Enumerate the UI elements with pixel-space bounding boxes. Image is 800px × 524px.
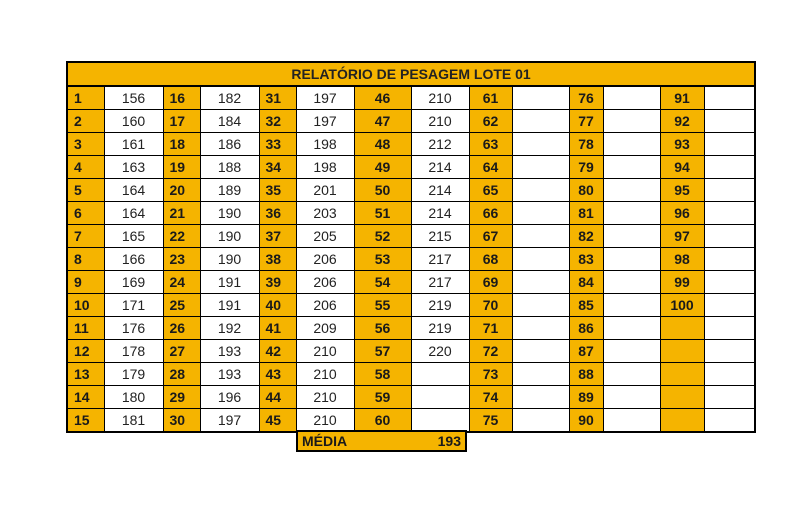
weight-cell: 190 [200,202,259,225]
animal-id-cell: 2 [67,110,104,133]
animal-id-cell: 9 [67,271,104,294]
weight-cell [603,386,660,409]
animal-id-cell: 71 [469,317,512,340]
weight-cell [704,363,755,386]
weight-cell [603,271,660,294]
animal-id-cell: 86 [569,317,603,340]
animal-id-cell: 36 [259,202,296,225]
weight-cell: 197 [200,409,259,433]
weight-cell: 210 [296,363,354,386]
table-row [67,133,755,156]
animal-id-cell: 84 [569,271,603,294]
weight-cell: 184 [200,110,259,133]
average-value: 193 [437,433,461,449]
weight-cell [603,363,660,386]
animal-id-cell: 10 [67,294,104,317]
weight-cell: 215 [411,225,469,248]
weight-cell [603,317,660,340]
average-box [296,430,467,452]
animal-id-cell: 38 [259,248,296,271]
weight-cell [603,156,660,179]
animal-id-cell [660,409,704,433]
animal-id-cell: 67 [469,225,512,248]
weight-cell [411,363,469,386]
animal-id-cell: 26 [163,317,200,340]
animal-id-cell: 53 [354,248,411,271]
weight-cell: 181 [104,409,163,433]
animal-id-cell: 16 [163,86,200,110]
animal-id-cell: 20 [163,179,200,202]
animal-id-cell: 97 [660,225,704,248]
animal-id-cell: 52 [354,225,411,248]
animal-id-cell: 42 [259,340,296,363]
weight-cell [603,110,660,133]
average-label: MÉDIA [302,433,348,449]
weight-cell [704,133,755,156]
table-row [67,340,755,363]
animal-id-cell: 19 [163,156,200,179]
animal-id-cell: 41 [259,317,296,340]
animal-id-cell: 48 [354,133,411,156]
weight-cell: 156 [104,86,163,110]
weight-cell [704,271,755,294]
weight-cell: 160 [104,110,163,133]
animal-id-cell: 79 [569,156,603,179]
animal-id-cell: 90 [569,409,603,433]
weight-cell [512,225,569,248]
weight-cell [704,179,755,202]
animal-id-cell: 44 [259,386,296,409]
animal-id-cell [660,363,704,386]
animal-id-cell: 22 [163,225,200,248]
weight-cell: 189 [200,179,259,202]
table-row [67,363,755,386]
animal-id-cell: 69 [469,271,512,294]
animal-id-cell: 6 [67,202,104,225]
animal-id-cell: 94 [660,156,704,179]
weight-cell [603,409,660,433]
weight-cell [603,202,660,225]
animal-id-cell: 100 [660,294,704,317]
weight-cell: 205 [296,225,354,248]
animal-id-cell: 56 [354,317,411,340]
animal-id-cell: 93 [660,133,704,156]
animal-id-cell: 29 [163,386,200,409]
animal-id-cell: 21 [163,202,200,225]
weight-cell: 212 [411,133,469,156]
animal-id-cell: 74 [469,386,512,409]
weight-cell [704,248,755,271]
animal-id-cell: 25 [163,294,200,317]
weight-cell: 188 [200,156,259,179]
weight-cell: 171 [104,294,163,317]
weight-cell [603,340,660,363]
table-row [67,294,755,317]
animal-id-cell: 12 [67,340,104,363]
weight-cell: 163 [104,156,163,179]
weight-cell [603,86,660,110]
weight-cell: 176 [104,317,163,340]
weight-cell: 210 [296,409,354,433]
animal-id-cell: 57 [354,340,411,363]
animal-id-cell: 27 [163,340,200,363]
weight-cell: 219 [411,317,469,340]
weight-cell [603,248,660,271]
animal-id-cell: 47 [354,110,411,133]
weight-cell: 164 [104,202,163,225]
weighing-report [66,61,754,433]
animal-id-cell: 68 [469,248,512,271]
animal-id-cell: 63 [469,133,512,156]
animal-id-cell: 87 [569,340,603,363]
table-row [67,317,755,340]
weight-cell: 161 [104,133,163,156]
weight-cell [512,317,569,340]
weight-cell: 220 [411,340,469,363]
weight-cell: 206 [296,248,354,271]
animal-id-cell: 62 [469,110,512,133]
weight-cell [704,225,755,248]
animal-id-cell: 23 [163,248,200,271]
animal-id-cell: 32 [259,110,296,133]
animal-id-cell: 15 [67,409,104,433]
table-row [67,409,755,433]
weight-cell: 193 [200,340,259,363]
table-row [67,156,755,179]
weight-cell: 217 [411,248,469,271]
weight-cell [512,156,569,179]
weight-cell [704,340,755,363]
animal-id-cell: 80 [569,179,603,202]
weight-cell: 219 [411,294,469,317]
weight-cell: 190 [200,225,259,248]
animal-id-cell [660,317,704,340]
animal-id-cell: 88 [569,363,603,386]
weighing-table [66,61,756,433]
animal-id-cell: 17 [163,110,200,133]
weight-cell: 192 [200,317,259,340]
animal-id-cell: 61 [469,86,512,110]
weight-cell [512,202,569,225]
weight-cell: 210 [296,386,354,409]
animal-id-cell: 50 [354,179,411,202]
report-title: RELATÓRIO DE PESAGEM LOTE 01 [67,62,755,86]
animal-id-cell: 58 [354,363,411,386]
weight-cell: 198 [296,133,354,156]
weight-cell: 214 [411,179,469,202]
weight-cell [411,409,469,433]
animal-id-cell: 95 [660,179,704,202]
table-row [67,202,755,225]
weight-cell [704,156,755,179]
weight-cell: 210 [296,340,354,363]
weight-cell: 197 [296,110,354,133]
weight-cell [704,110,755,133]
animal-id-cell: 45 [259,409,296,433]
weight-cell [512,271,569,294]
weight-cell [512,86,569,110]
animal-id-cell: 14 [67,386,104,409]
weight-cell: 210 [411,86,469,110]
animal-id-cell: 37 [259,225,296,248]
weight-cell: 166 [104,248,163,271]
animal-id-cell: 66 [469,202,512,225]
weight-cell: 210 [411,110,469,133]
animal-id-cell: 11 [67,317,104,340]
weight-cell: 191 [200,294,259,317]
weight-cell [603,294,660,317]
weight-cell [512,294,569,317]
animal-id-cell: 4 [67,156,104,179]
animal-id-cell: 34 [259,156,296,179]
table-row [67,386,755,409]
weight-cell: 182 [200,86,259,110]
weight-cell [704,317,755,340]
animal-id-cell: 73 [469,363,512,386]
animal-id-cell: 33 [259,133,296,156]
weight-cell: 193 [200,363,259,386]
weight-cell [603,225,660,248]
weight-cell: 180 [104,386,163,409]
animal-id-cell: 64 [469,156,512,179]
weight-cell: 198 [296,156,354,179]
animal-id-cell: 85 [569,294,603,317]
weight-cell: 169 [104,271,163,294]
weight-cell [512,386,569,409]
weight-cell: 186 [200,133,259,156]
animal-id-cell: 82 [569,225,603,248]
weight-cell: 206 [296,294,354,317]
weight-cell [704,86,755,110]
table-row [67,110,755,133]
weight-cell [603,179,660,202]
animal-id-cell: 81 [569,202,603,225]
weight-cell [512,110,569,133]
animal-id-cell: 28 [163,363,200,386]
weight-cell: 206 [296,271,354,294]
weight-cell [603,133,660,156]
table-row [67,271,755,294]
weight-cell: 214 [411,202,469,225]
weight-cell [512,340,569,363]
animal-id-cell: 65 [469,179,512,202]
weight-cell: 191 [200,271,259,294]
weight-cell: 217 [411,271,469,294]
animal-id-cell: 89 [569,386,603,409]
weight-cell: 201 [296,179,354,202]
weight-cell [704,294,755,317]
animal-id-cell: 78 [569,133,603,156]
animal-id-cell: 55 [354,294,411,317]
animal-id-cell: 5 [67,179,104,202]
animal-id-cell: 39 [259,271,296,294]
animal-id-cell: 92 [660,110,704,133]
animal-id-cell: 54 [354,271,411,294]
animal-id-cell: 46 [354,86,411,110]
weight-cell [704,409,755,433]
animal-id-cell: 24 [163,271,200,294]
table-row [67,179,755,202]
table-row [67,248,755,271]
animal-id-cell: 43 [259,363,296,386]
animal-id-cell: 72 [469,340,512,363]
weight-cell [512,179,569,202]
animal-id-cell: 77 [569,110,603,133]
animal-id-cell: 98 [660,248,704,271]
animal-id-cell: 76 [569,86,603,110]
animal-id-cell: 60 [354,409,411,433]
weight-cell: 190 [200,248,259,271]
weight-cell: 165 [104,225,163,248]
animal-id-cell: 30 [163,409,200,433]
animal-id-cell: 35 [259,179,296,202]
weight-cell: 214 [411,156,469,179]
animal-id-cell [660,386,704,409]
animal-id-cell: 18 [163,133,200,156]
weight-cell [512,248,569,271]
animal-id-cell: 70 [469,294,512,317]
weight-cell [512,409,569,433]
weight-cell [411,386,469,409]
weight-cell: 179 [104,363,163,386]
animal-id-cell: 13 [67,363,104,386]
animal-id-cell: 40 [259,294,296,317]
table-row [67,225,755,248]
animal-id-cell: 99 [660,271,704,294]
animal-id-cell: 96 [660,202,704,225]
table-row [67,86,755,110]
weight-cell: 178 [104,340,163,363]
animal-id-cell: 59 [354,386,411,409]
weight-cell: 203 [296,202,354,225]
weight-cell: 164 [104,179,163,202]
weight-cell [704,386,755,409]
animal-id-cell: 3 [67,133,104,156]
animal-id-cell: 49 [354,156,411,179]
animal-id-cell: 7 [67,225,104,248]
animal-id-cell: 8 [67,248,104,271]
weight-cell: 196 [200,386,259,409]
weight-cell: 197 [296,86,354,110]
animal-id-cell: 51 [354,202,411,225]
weight-cell: 209 [296,317,354,340]
animal-id-cell [660,340,704,363]
weight-cell [512,133,569,156]
weight-cell [512,363,569,386]
animal-id-cell: 1 [67,86,104,110]
weight-cell [704,202,755,225]
animal-id-cell: 31 [259,86,296,110]
animal-id-cell: 83 [569,248,603,271]
animal-id-cell: 91 [660,86,704,110]
animal-id-cell: 75 [469,409,512,433]
